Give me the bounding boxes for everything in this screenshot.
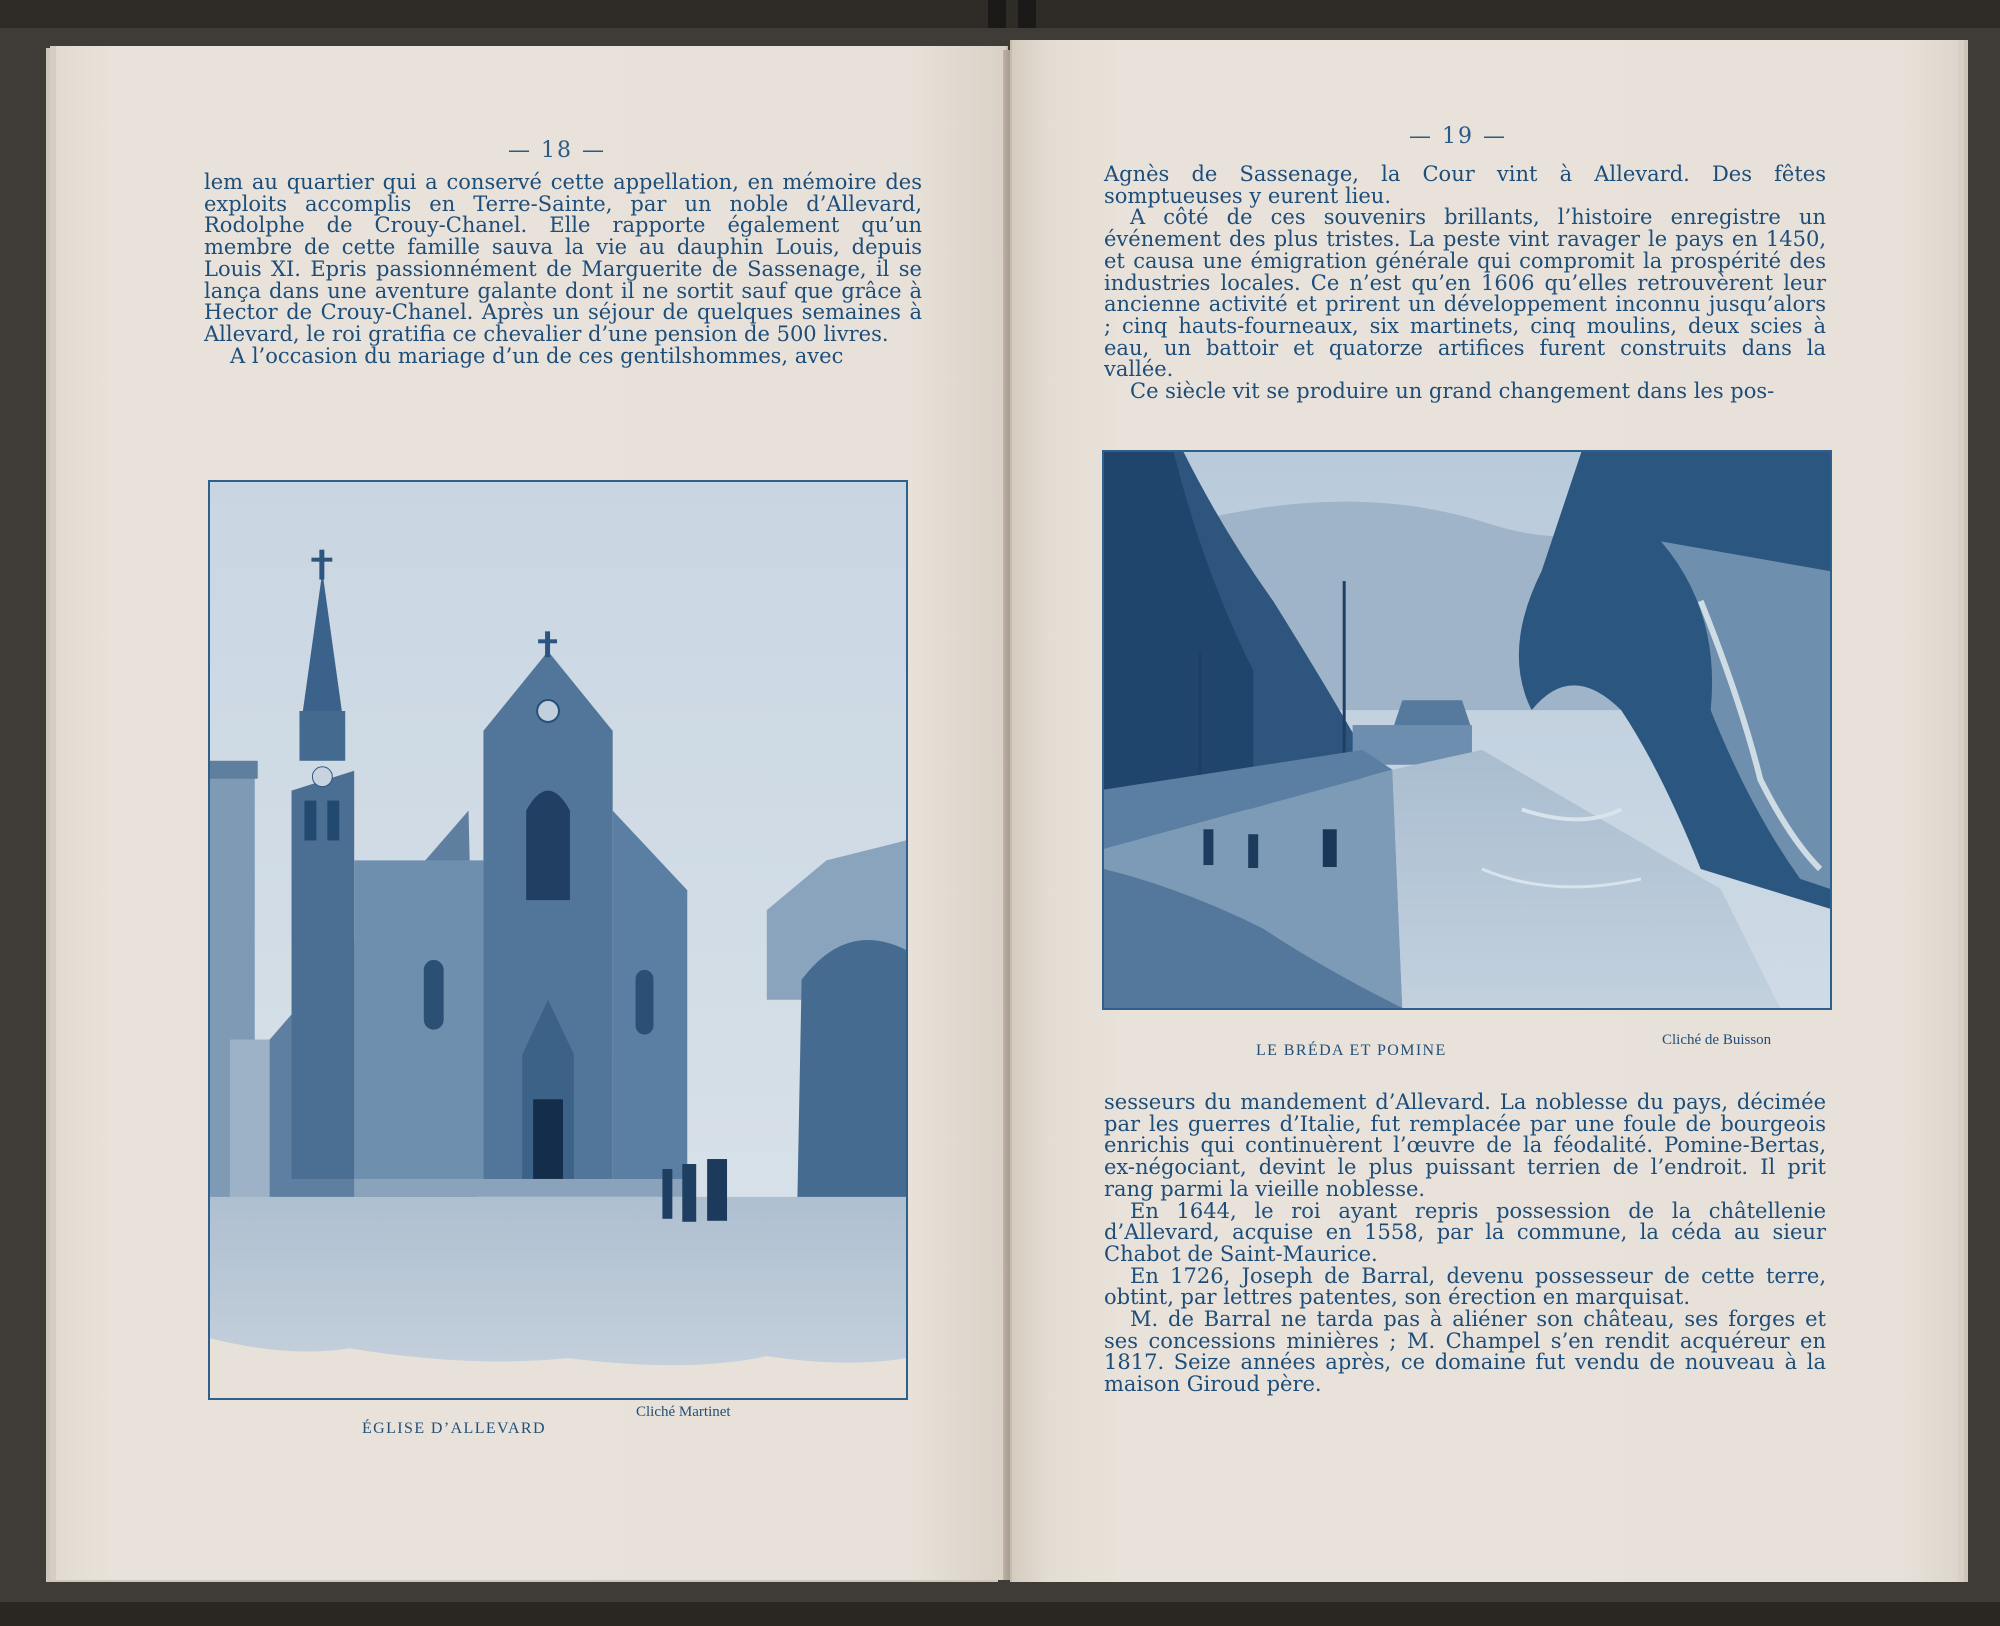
paragraph: En 1726, Joseph de Barral, devenu possesseur de cette terre, obtint, par lettres patentes, son érection en marquisat.	[1104, 1263, 1826, 1310]
figure-caption: ÉGLISE D’ALLEVARD	[362, 1420, 546, 1437]
body-text-top	[1104, 164, 1826, 403]
scanner-edge-bottom	[0, 1602, 2000, 1626]
photo-credit: Cliché de Buisson	[1662, 1032, 1772, 1048]
church-photo	[208, 480, 908, 1400]
paragraph: M. de Barral ne tarda pas à aliéner son château, ses forges et ses concessions minières ; M. Champel s’en rendit acquéreur en 1817. Seize années après, ce domaine fut vendu de nouveau à la maison Giroud père.	[1104, 1307, 1826, 1397]
paragraph: Agnès de Sassenage, la Cour vint à Allevard. Des fêtes somptueuses y eurent lieu.	[1104, 162, 1826, 208]
river-photo	[1102, 450, 1832, 1010]
body-text	[204, 172, 922, 367]
binding-clip	[1018, 0, 1036, 28]
paragraph: A l’occasion du mariage d’un de ces gentilshommes, avec	[230, 343, 844, 368]
binding-clip	[988, 0, 1006, 28]
photo-credit: Cliché Martinet	[636, 1404, 731, 1420]
paragraph: lem au quartier qui a conservé cette appellation, en mémoire des exploits accomplis en Terre-Sainte, par un noble d’Allevard, Rodolphe de Crouy-Chanel. Elle rapporte également qu’un membre de cette famille sauva la vie au dauphin Louis, depuis Louis XI. Epris passionnément de Marguerite de Sassenage, il se lança dans une aventure galante dont il ne sortit sauf que grâce à Hector de Crouy-Chanel. Après un séjour de quelques semaines à Allevard, le roi gratifia ce chevalier d’une pension de 500 livres.	[204, 170, 922, 346]
river-illustration	[1104, 452, 1830, 1008]
church-illustration	[210, 482, 906, 1398]
paragraph: sesseurs du mandement d’Allevard. La noblesse du pays, décimée par les guerres d’Italie, fut remplacée par une foule de bourgeois enrichis qui continuèrent l’œuvre de la féodalité. Pomine-Bertas, ex-négociant, devint le plus puissant terrien de l’endroit. Il prit rang parmi la vieille noblesse.	[1104, 1090, 1826, 1201]
figure-caption: LE BRÉDA ET POMINE	[1256, 1042, 1447, 1059]
page-number: — 18 —	[508, 138, 606, 163]
left-page	[56, 46, 1008, 1580]
page-number: — 19 —	[1409, 124, 1507, 149]
body-text-bottom	[1104, 1092, 1826, 1396]
paragraph: En 1644, le roi ayant repris possession de la châtellenie d’Allevard, acquise en 1558, par la commune, la céda au sieur Chabot de Saint-Maurice.	[1104, 1198, 1826, 1266]
paragraph: Ce siècle vit se produire un grand changement dans les pos-	[1130, 379, 1775, 404]
right-page	[1010, 40, 1958, 1582]
paragraph: A côté de ces souvenirs brillants, l’histoire enregistre un événement des plus tristes. La peste vint ravager le pays en 1450, et causa une émigration générale qui compromit la prospérité des industries locales. Ce n’est qu’en 1606 qu’elles retrouvèrent leur ancienne activité et prirent un développement inconnu jusqu’alors ; cinq hauts-fourneaux, six martinets, cinq moulins, deux scies à eau, un battoir et quatorze artifices furent construits dans la vallée.	[1104, 205, 1826, 382]
